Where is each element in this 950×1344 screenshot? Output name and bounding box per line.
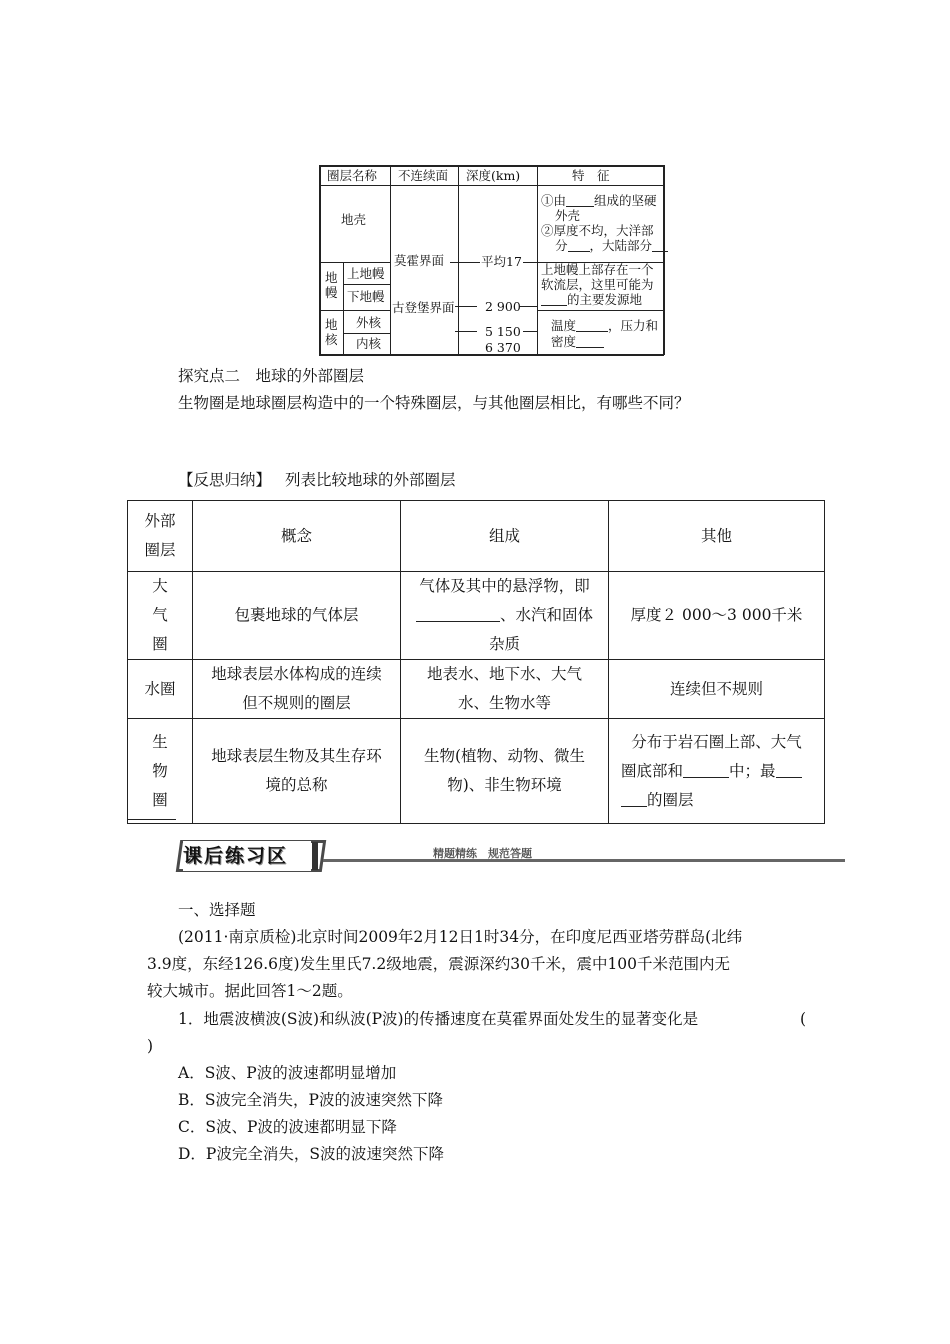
core-feature-line2: 密度 [551,334,604,349]
gutenberg-label: 古登堡界面 [392,300,455,315]
crust-feature-line2: 外壳 [555,208,581,223]
reflect-label: 【反思归纳】 [178,471,272,489]
question-1: 1．地震波横波(S波)和纵波(P波)的传播速度在莫霍界面处发生的显著变化是 [178,1010,699,1028]
table-tail-line [127,819,176,820]
question-stem-line2: 3.9度，东经126.6度)发生里氏7.2级地震，震源深约30千米，震中100千米范围内无 [147,955,731,973]
banner-bar [312,842,318,870]
core-boundary-line [523,331,537,332]
depth-6370: 6 370 [485,340,521,355]
table-row-hydrosphere [128,660,825,719]
moho-label: 莫霍界面 [394,253,445,268]
lower-mantle-label: 下地幔 [347,289,385,304]
mantle-feature-line1: 上地幔上部存在一个 [541,262,654,277]
section2-question: 生物圈是地球圈层构造中的一个特殊圈层，与其他圈层相比，有哪些不同？ [178,394,690,412]
biosphere-other: 分布于岩石圈上部、大气 圈底部和 中；最 的圈层 [609,719,825,824]
crust-feature-line4: 分 ，大陆部分 [555,238,668,253]
header-depth: 深度(km) [466,168,521,183]
hydrosphere-name: 水圈 [128,660,193,719]
table-border-right [663,165,665,355]
mantle-feature-line3: 的主要发源地 [541,292,642,307]
option-d: D．P波完全消失，S波的波速突然下降 [178,1145,444,1163]
option-a: A．S波、P波的波速都明显增加 [178,1064,397,1082]
upper-mantle-label: 上地幔 [347,266,385,281]
table-row-divider [319,262,391,263]
header-outer-sphere: 外部 圈层 [128,501,193,572]
mantle-feature-line2: 软流层，这里可能为 [541,277,654,292]
biosphere-concept: 地球表层生物及其生存环 境的总称 [193,719,401,824]
hydrosphere-other: 连续但不规则 [609,660,825,719]
header-composition: 组成 [401,501,609,572]
core-feature-line1: 温度 ，压力和 [551,318,659,333]
crust-label: 地壳 [341,212,367,227]
table-header-row [128,501,825,572]
atmosphere-composition: 气体及其中的悬浮物，即 、水汽和固体 杂质 [401,572,609,660]
biosphere-name: 生 物 圈 [128,719,193,824]
biosphere-composition: 生物(植物、动物、微生 物)、非生物环境 [401,719,609,824]
exercise-section-title: 一、选择题 [178,901,256,919]
hydrosphere-composition: 地表水、地下水、大气 水、生物水等 [401,660,609,719]
moho-line [450,262,480,263]
table-row-biosphere [128,719,825,824]
hydrosphere-concept: 地球表层水体构成的连续 但不规则的圈层 [193,660,401,719]
header-feature: 特 征 [572,168,610,183]
table-col-divider [390,165,391,355]
core-label: 地 核 [325,317,338,347]
question-stem-line1: (2011·南京质检)北京时间2009年2月12日1时34分，在印度尼西亚塔劳群岛(北纬 [178,928,743,946]
depth-2900: 2 900 [485,299,521,314]
depth-17: 平均17 [481,254,522,269]
gutenberg-line [455,306,477,307]
header-concept: 概念 [193,501,401,572]
banner-title: 课后练习区 [183,841,311,871]
table-row-divider [343,284,391,285]
answer-paren-open: ( [800,1010,807,1028]
moho-line [523,262,537,263]
mantle-label: 地 幔 [325,270,338,300]
reflect-title: 列表比较地球的外部圈层 [285,471,456,489]
outer-core-label: 外核 [356,315,382,330]
outer-spheres-table [127,500,825,824]
table-col-divider [343,262,344,355]
reflect-heading [178,470,456,490]
banner-rule [323,859,845,862]
core-boundary-line [455,331,477,332]
option-c: C．S波、P波的波速都明显下降 [178,1118,397,1136]
atmosphere-other: 厚度２ 000～3 000千米 [609,572,825,660]
answer-paren-close: ) [147,1037,154,1055]
header-other: 其他 [609,501,825,572]
table-row-divider [319,185,664,186]
table-border-left [319,165,321,355]
header-discontinuity: 不连续面 [398,168,449,183]
atmosphere-concept: 包裹地球的气体层 [193,572,401,660]
option-b: B．S波完全消失，P波的波速突然下降 [178,1091,443,1109]
table-row-atmosphere [128,572,825,660]
crust-feature-line3: ②厚度不均，大洋部 [541,223,654,238]
section2-title: 探究点二 地球的外部圈层 [178,367,365,385]
inner-core-label: 内核 [356,336,382,351]
depth-5150: 5 150 [485,324,521,339]
banner-subtitle: 精题精练 规范答题 [433,847,532,860]
table-col-divider [537,165,538,355]
table-row-divider [537,310,664,311]
atmosphere-name: 大 气 圈 [128,572,193,660]
question-stem-line3: 较大城市。据此回答1～2题。 [147,982,353,1000]
table-border-top [319,165,664,167]
table-row-divider [319,310,391,311]
table-col-divider [458,165,459,355]
crust-feature-line1: ①由 组成的坚硬 [541,193,657,208]
gutenberg-line [520,306,537,307]
header-layer-name: 圈层名称 [327,168,378,183]
table-row-divider [343,333,391,334]
